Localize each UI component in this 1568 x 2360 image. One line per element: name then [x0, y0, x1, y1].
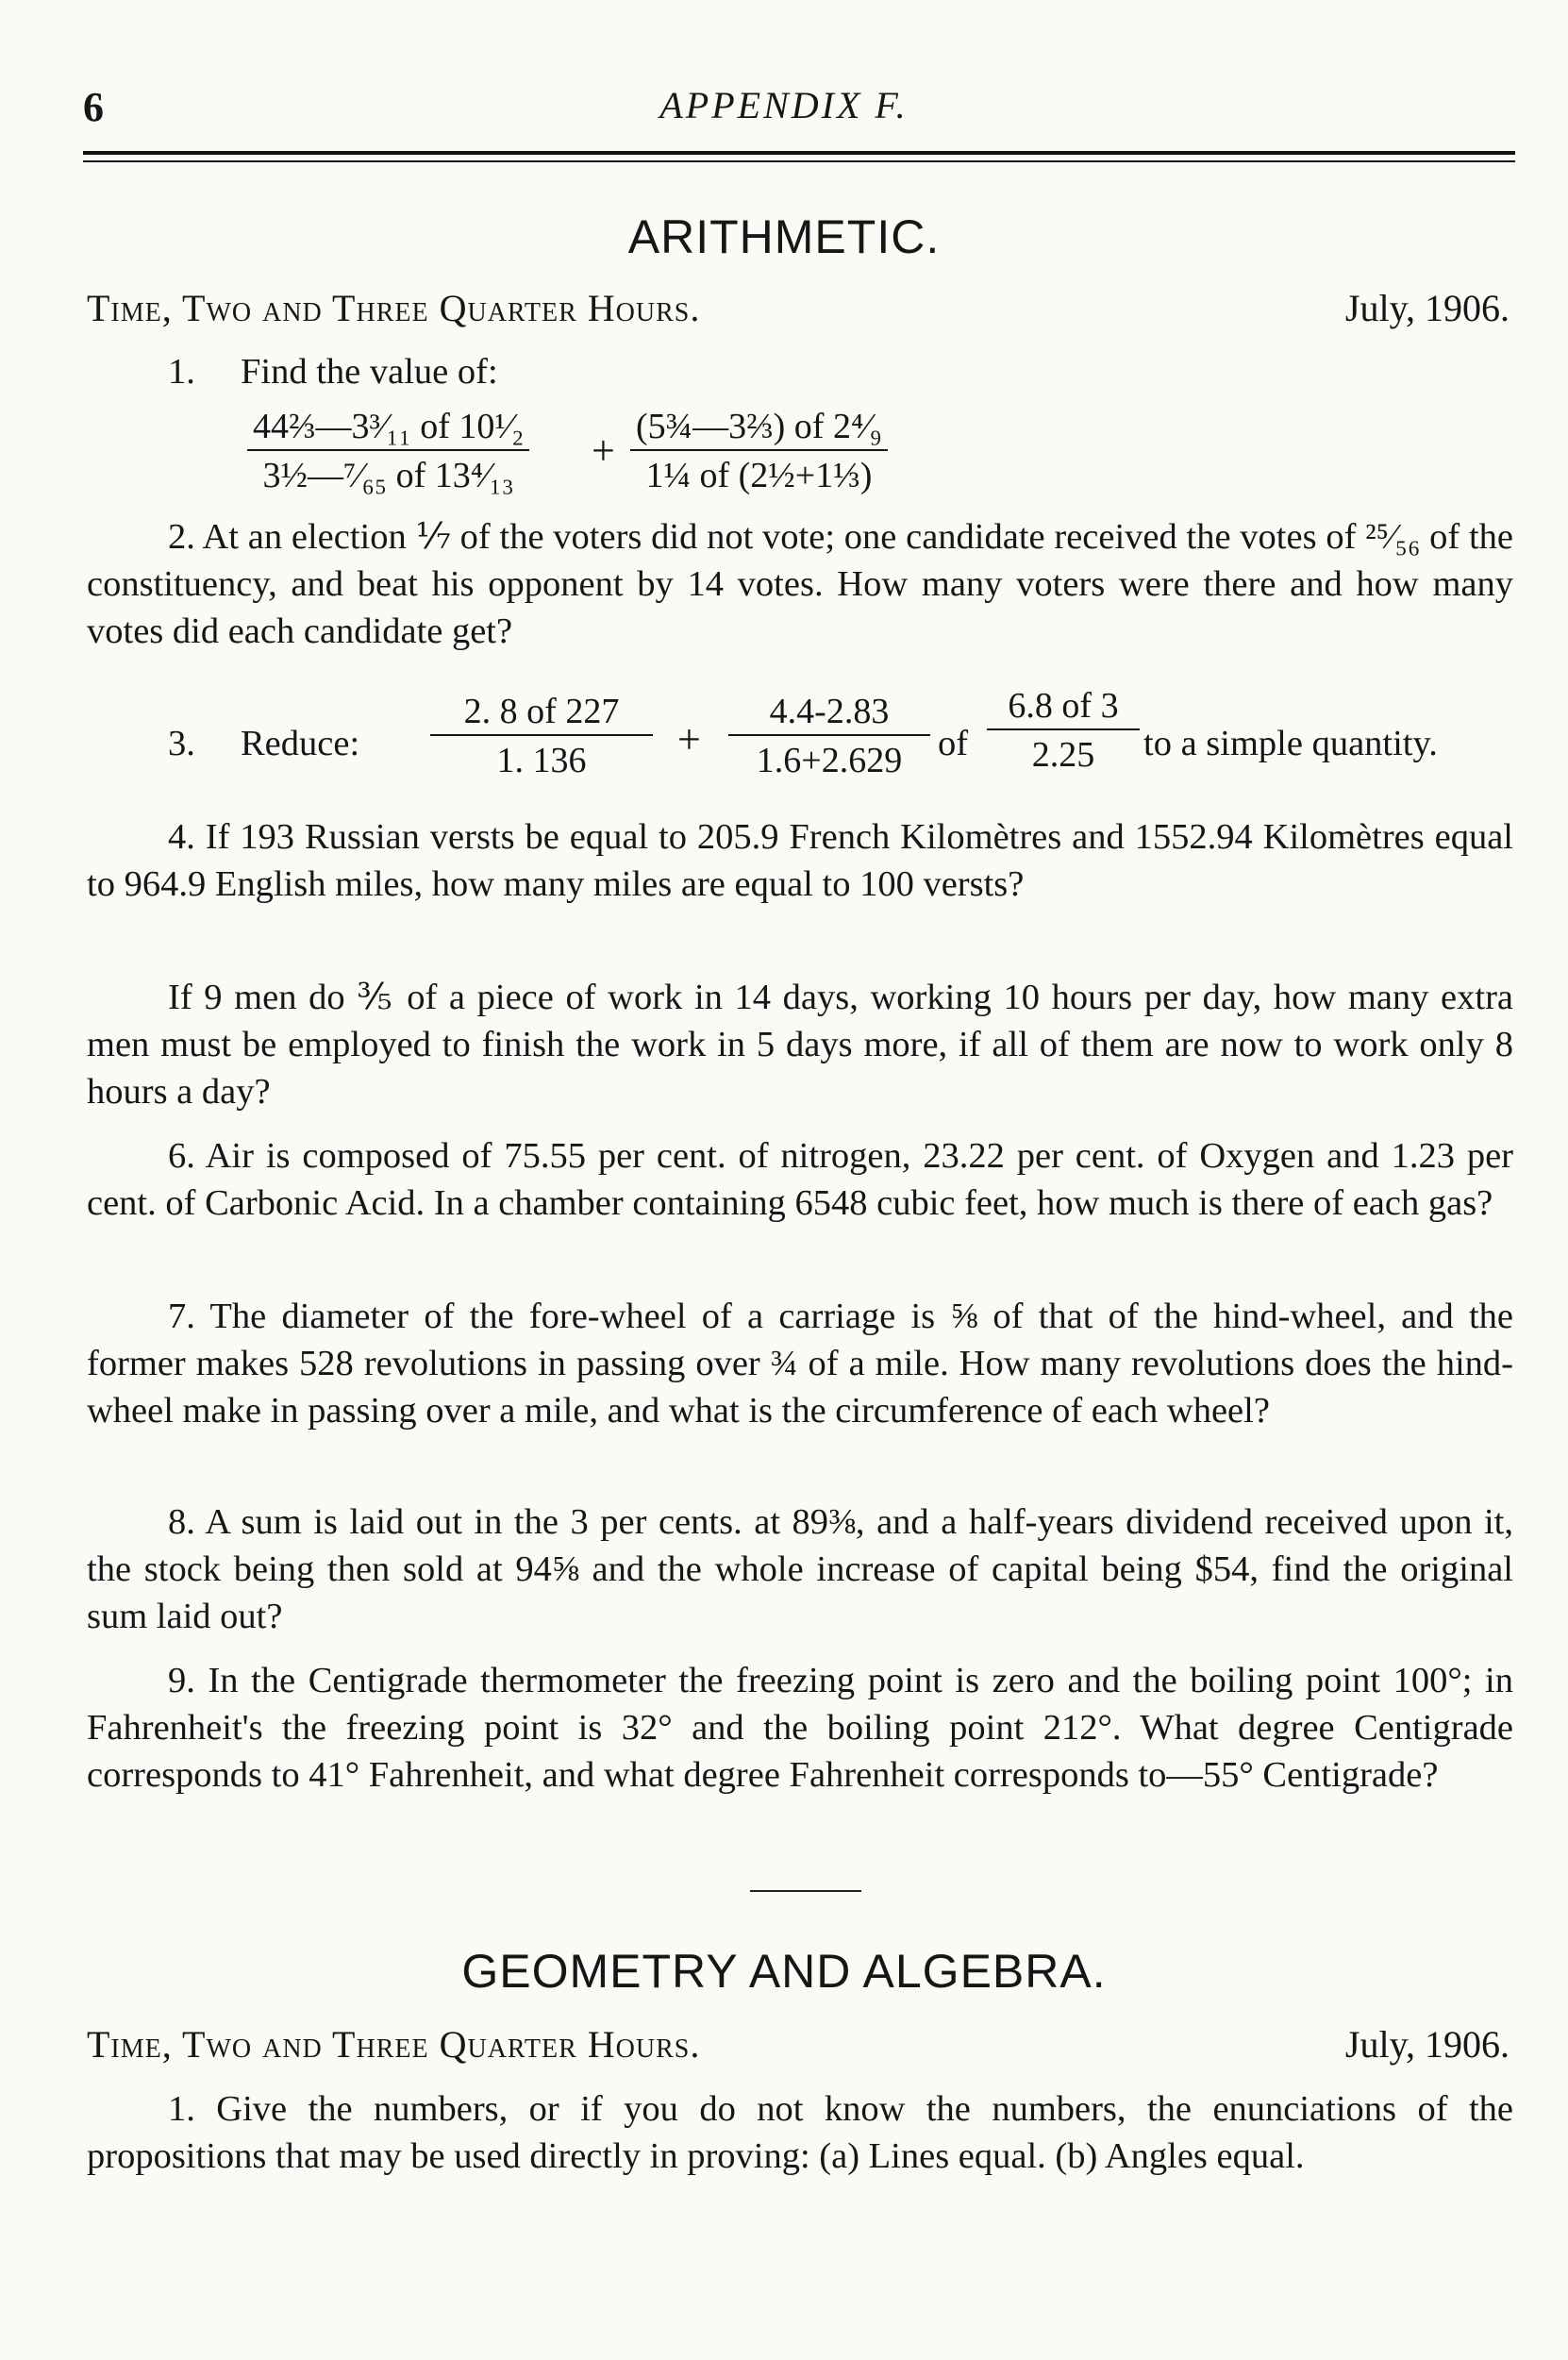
question-8: 8. A sum is laid out in the 3 per cents. at 89⅜, and a half-years dividend received upon it, the stock being then sold at 94⅝ and the whole increase of capital being $54, find the original sum laid out? — [87, 1502, 1513, 1636]
geometry-time: Time, Two and Three Quarter Hours. — [87, 2023, 701, 2066]
fraction-numerator: 4.4-2.83 — [728, 691, 930, 736]
page-number: 6 — [83, 84, 104, 130]
geometry-date: July, 1906. — [1344, 2023, 1510, 2066]
fraction-denominator: 1. 136 — [496, 741, 587, 780]
fraction-numerator: 44⅔—3³⁄₁₁ of 10¹⁄₂ — [247, 406, 529, 451]
question-6: 6. Air is composed of 75.55 per cent. of nitrogen, 23.22 per cent. of Oxygen and 1.23 per cent. of Carbonic Acid. In a chamber containing 6548 cubic feet, how much is there of each gas? — [87, 1136, 1513, 1223]
fraction-denominator: 1¼ of (2½+1⅓) — [645, 456, 873, 495]
question-3-tail: to a simple quantity. — [1143, 724, 1438, 763]
question-3-fraction-3 — [987, 685, 1140, 776]
question-3-label: 3. — [168, 724, 195, 763]
fraction-numerator: 6.8 of 3 — [987, 685, 1140, 730]
question-5: If 9 men do ⅗ of a piece of work in 14 days, working 10 hours per day, how many extra men must be employed to finish the work in 5 days more, if all of them are now to work only 8 hours a day? — [87, 978, 1513, 1112]
question-1-text: Find the value of: — [241, 352, 498, 392]
header-rule-thin — [83, 160, 1515, 162]
arithmetic-title: ARITHMETIC. — [627, 210, 941, 263]
question-9: 9. In the Centigrade thermometer the freezing point is zero and the boiling point 100°; in Fahrenheit's the freezing point is 32° and the boiling point 212°. What degree Centigrade corresponds to 41° Fahrenheit, and what degree Fahrenheit corresponds to—55° Centigrade? — [87, 1661, 1513, 1795]
question-7: 7. The diameter of the fore-wheel of a carriage is ⅝ of that of the hind-wheel, and the former makes 528 revolutions in passing over ¾ of a mile. How many revolutions does the hind-wheel make in passing over a mile, and what is the circumference of each wheel? — [87, 1297, 1513, 1431]
section-divider — [750, 1890, 861, 1892]
fraction-numerator: 2. 8 of 227 — [430, 691, 653, 736]
question-3-of: of — [938, 724, 969, 763]
plus-sign: + — [592, 427, 615, 474]
geometry-question-1: 1. Give the numbers, or if you do not know the numbers, the enunciations of the propositions that may be used directly in proving: (a) Lines equal. (b) Angles equal. — [87, 2089, 1513, 2176]
arithmetic-date: July, 1906. — [1344, 287, 1510, 329]
question-1-fraction-2 — [630, 406, 888, 496]
fraction-denominator: 3½—⁷⁄₆₅ of 13⁴⁄₁₃ — [262, 456, 514, 495]
question-3-reduce: Reduce: — [241, 724, 360, 763]
fraction-denominator: 1.6+2.629 — [756, 741, 903, 780]
fraction-numerator: (5¾—3⅔) of 2⁴⁄₉ — [630, 406, 888, 451]
question-1-label: 1. — [168, 352, 195, 392]
question-3-fraction-1 — [430, 691, 653, 781]
question-4: 4. If 193 Russian versts be equal to 205.9 French Kilomètres and 1552.94 Kilomètres equal to 964.9 English miles, how many miles are equal to 100 versts? — [87, 817, 1513, 904]
plus-sign: + — [677, 716, 701, 762]
geometry-title: GEOMETRY AND ALGEBRA. — [461, 1945, 1107, 1998]
question-2: 2. At an election ⅐ of the voters did not vote; one candidate received the votes of ²⁵⁄₅₆ of the constituency, and beat his opponent by 14 votes. How many voters were there and how many votes did each candidate get? — [87, 517, 1513, 651]
question-1-fraction-1 — [247, 406, 529, 496]
question-3-fraction-2 — [728, 691, 930, 781]
header-rule-thick — [83, 151, 1515, 155]
arithmetic-time: Time, Two and Three Quarter Hours. — [87, 287, 701, 329]
running-title: APPENDIX F. — [659, 84, 909, 126]
fraction-denominator: 2.25 — [1031, 735, 1095, 775]
